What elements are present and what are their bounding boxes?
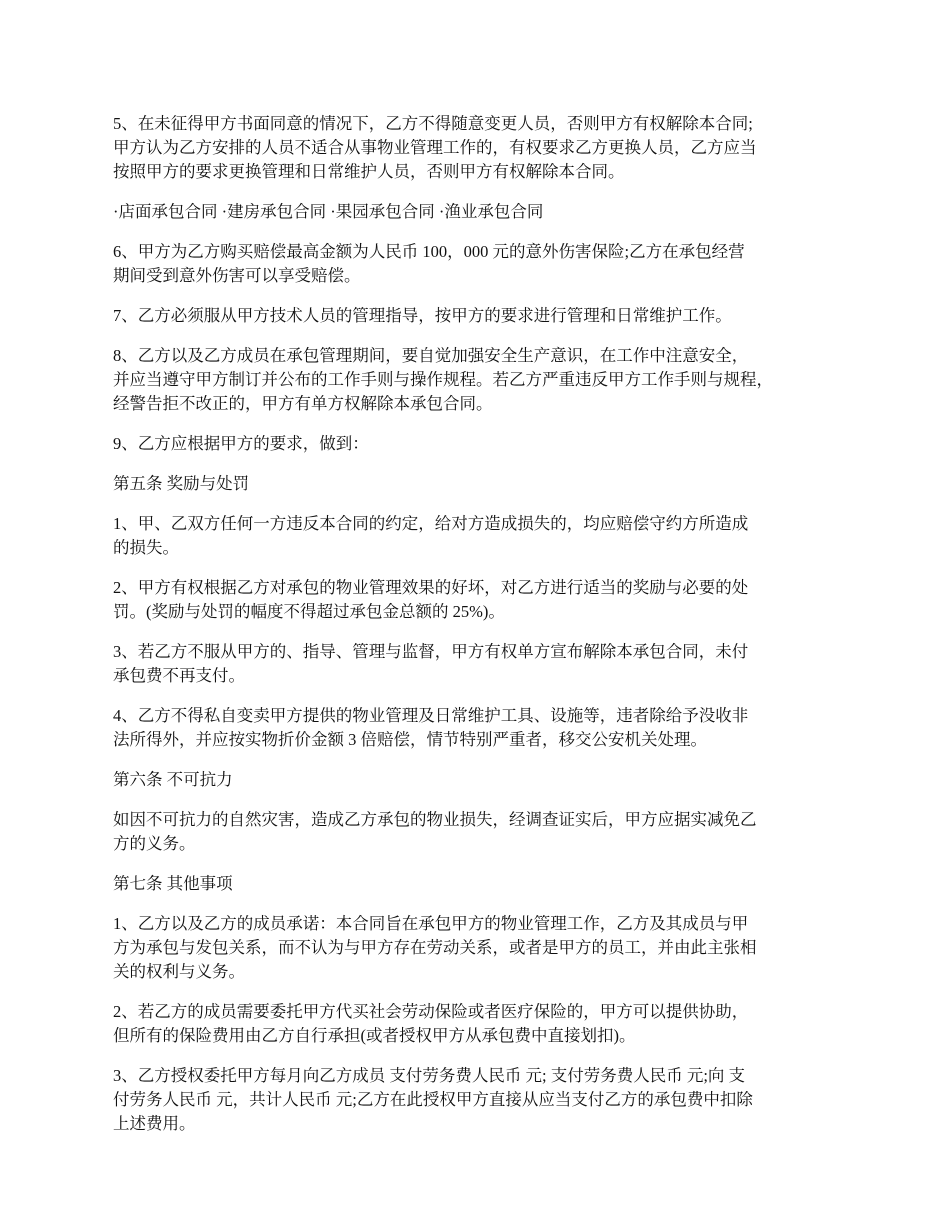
section-heading: 第六条 不可抗力 xyxy=(113,770,233,789)
section-heading: 第七条 其他事项 xyxy=(113,874,233,893)
clause-5-4-equipment xyxy=(113,704,848,752)
clause-5-1-compensation xyxy=(113,512,848,560)
clause-7-2-social-insurance xyxy=(113,1000,848,1048)
document-page xyxy=(113,112,848,1152)
text-line: 9、乙方应根据甲方的要求，做到： xyxy=(113,434,369,453)
clause-4-7-technical-guidance xyxy=(113,304,848,328)
article-7-heading xyxy=(113,872,848,896)
article-5-heading xyxy=(113,472,848,496)
clause-7-1-relationship xyxy=(113,912,848,984)
text-line: 3、若乙方不服从甲方的、指导、管理与监督，甲方有权单方宣布解除本承包合同，未付 xyxy=(113,642,749,661)
text-line: 7、乙方必须服从甲方技术人员的管理指导，按甲方的要求进行管理和日常维护工作。 xyxy=(113,306,732,325)
text-line: 8、乙方以及乙方成员在承包管理期间，要自觉加强安全生产意识，在工作中注意安全， xyxy=(113,346,749,365)
text-line: 3、乙方授权委托甲方每月向乙方成员 支付劳务费人民币 元; 支付劳务费人民币 元;向 支 xyxy=(113,1066,746,1085)
clause-4-6-insurance xyxy=(113,240,848,288)
text-line: 的损失。 xyxy=(113,538,179,557)
text-line: 付劳务人民币 元，共计人民币 元;乙方在此授权甲方直接从应当支付乙方的承包费中扣除 xyxy=(113,1090,753,1109)
text-line: 6、甲方为乙方购买赔偿最高金额为人民币 100，000 元的意外伤害保险;乙方在承包经营 xyxy=(113,242,745,261)
text-line: 关的权利与义务。 xyxy=(113,962,245,981)
clause-4-8-safety xyxy=(113,344,848,416)
section-heading: 第五条 奖励与处罚 xyxy=(113,474,250,493)
clause-5-2-rewards xyxy=(113,576,848,624)
related-links-line[interactable]: ·店面承包合同 ·建房承包合同 ·果园承包合同 ·渔业承包合同 xyxy=(113,202,544,221)
text-line: 如因不可抗力的自然灾害，造成乙方承包的物业损失，经调查证实后，甲方应据实减免乙 xyxy=(113,810,757,829)
text-line: 方为承包与发包关系，而不认为与甲方存在劳动关系，或者是甲方的员工，并由此主张相 xyxy=(113,938,757,957)
text-line: 罚。(奖励与处罚的幅度不得超过承包金总额的 25%)。 xyxy=(113,602,505,621)
text-line: 并应当遵守甲方制订并公布的工作手则与操作规程。若乙方严重违反甲方工作手则与规程， xyxy=(113,370,773,389)
clause-6-force-majeure xyxy=(113,808,848,856)
clause-4-5-staff-change xyxy=(113,112,848,184)
text-line: 方的义务。 xyxy=(113,834,196,853)
text-line: 2、甲方有权根据乙方对承包的物业管理效果的好坏，对乙方进行适当的奖励与必要的处 xyxy=(113,578,749,597)
related-links[interactable] xyxy=(113,200,848,224)
text-line: 甲方认为乙方安排的人员不适合从事物业管理工作的，有权要求乙方更换人员，乙方应当 xyxy=(113,138,757,157)
text-line: 4、乙方不得私自变卖甲方提供的物业管理及日常维护工具、设施等，违者除给予没收非 xyxy=(113,706,749,725)
text-line: 但所有的保险费用由乙方自行承担(或者授权甲方从承包费中直接划扣)。 xyxy=(113,1026,636,1045)
text-line: 1、乙方以及乙方的成员承诺：本合同旨在承包甲方的物业管理工作，乙方及其成员与甲 xyxy=(113,914,749,933)
article-6-heading xyxy=(113,768,848,792)
clause-5-3-termination xyxy=(113,640,848,688)
text-line: 期间受到意外伤害可以享受赔偿。 xyxy=(113,266,361,285)
text-line: 上述费用。 xyxy=(113,1114,196,1133)
text-line: 法所得外，并应按实物折价金额 3 倍赔偿，情节特别严重者，移交公安机关处理。 xyxy=(113,730,707,749)
clause-4-9-requirements xyxy=(113,432,848,456)
text-line: 承包费不再支付。 xyxy=(113,666,245,685)
text-line: 经警告拒不改正的，甲方有单方权解除本承包合同。 xyxy=(113,394,493,413)
clause-7-3-labor-fees xyxy=(113,1064,848,1136)
text-line: 1、甲、乙双方任何一方违反本合同的约定，给对方造成损失的，均应赔偿守约方所造成 xyxy=(113,514,749,533)
text-line: 5、在未征得甲方书面同意的情况下，乙方不得随意变更人员，否则甲方有权解除本合同; xyxy=(113,114,753,133)
text-line: 2、若乙方的成员需要委托甲方代买社会劳动保险或者医疗保险的，甲方可以提供协助， xyxy=(113,1002,749,1021)
text-line: 按照甲方的要求更换管理和日常维护人员，否则甲方有权解除本合同。 xyxy=(113,162,625,181)
